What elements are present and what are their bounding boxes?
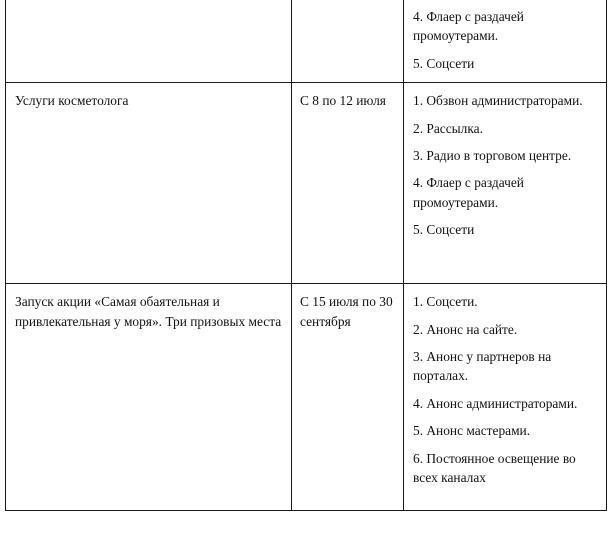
cell-dates bbox=[292, 0, 404, 83]
cell-activity bbox=[6, 284, 292, 511]
cell-dates bbox=[292, 83, 404, 284]
cell-channels bbox=[404, 0, 607, 83]
list-item: 1. Обзвон администраторами. bbox=[413, 93, 583, 109]
dates-text: С 15 июля по 30 сентября bbox=[300, 294, 393, 329]
table-row bbox=[6, 0, 607, 83]
activity-text: Услуги косметолога bbox=[15, 93, 129, 109]
dates-text bbox=[292, 0, 403, 26]
activity-text-wrap bbox=[6, 83, 291, 119]
cell-channels bbox=[404, 83, 607, 284]
activity-text bbox=[6, 0, 291, 26]
list-item: 6. Постоянное освещение во всех каналах bbox=[413, 450, 576, 486]
marketing-plan-table bbox=[5, 0, 607, 511]
table-row bbox=[6, 284, 607, 511]
list-item: 2. Анонс на сайте. bbox=[413, 321, 518, 337]
list-item: 3. Анонс у партнеров на порталах. bbox=[413, 349, 552, 384]
dates-text-wrap bbox=[292, 83, 403, 119]
list-item: 3. Радио в торговом центре. bbox=[413, 148, 572, 164]
list-item: 4. Флаер с раздачей промоутерами. bbox=[413, 9, 524, 44]
list-item: 4. Анонс администраторами. bbox=[413, 395, 578, 411]
cell-dates bbox=[292, 284, 404, 511]
list-item: 1. Соцсети. bbox=[413, 294, 478, 310]
list-item: 5. Анонс мастерами. bbox=[413, 423, 531, 439]
channels-list bbox=[404, 0, 606, 82]
activity-text-wrap bbox=[6, 284, 291, 340]
list-item: 2. Рассылка. bbox=[413, 120, 483, 136]
list-item: 5. Соцсети bbox=[413, 55, 475, 71]
dates-text: С 8 по 12 июля bbox=[300, 93, 386, 109]
channels-list bbox=[404, 83, 606, 248]
dates-text-wrap bbox=[292, 284, 403, 340]
table-row bbox=[6, 83, 607, 284]
cell-channels bbox=[404, 284, 607, 511]
table-body bbox=[6, 0, 607, 511]
list-item: 5. Соцсети bbox=[413, 222, 475, 238]
cell-activity bbox=[6, 0, 292, 83]
activity-text: Запуск акции «Самая обаятельная и привлекательная у моря». Три призовых места bbox=[15, 294, 282, 329]
channels-list bbox=[404, 284, 606, 496]
list-item: 4. Флаер с раздачей промоутерами. bbox=[413, 175, 524, 210]
cell-activity bbox=[6, 83, 292, 284]
